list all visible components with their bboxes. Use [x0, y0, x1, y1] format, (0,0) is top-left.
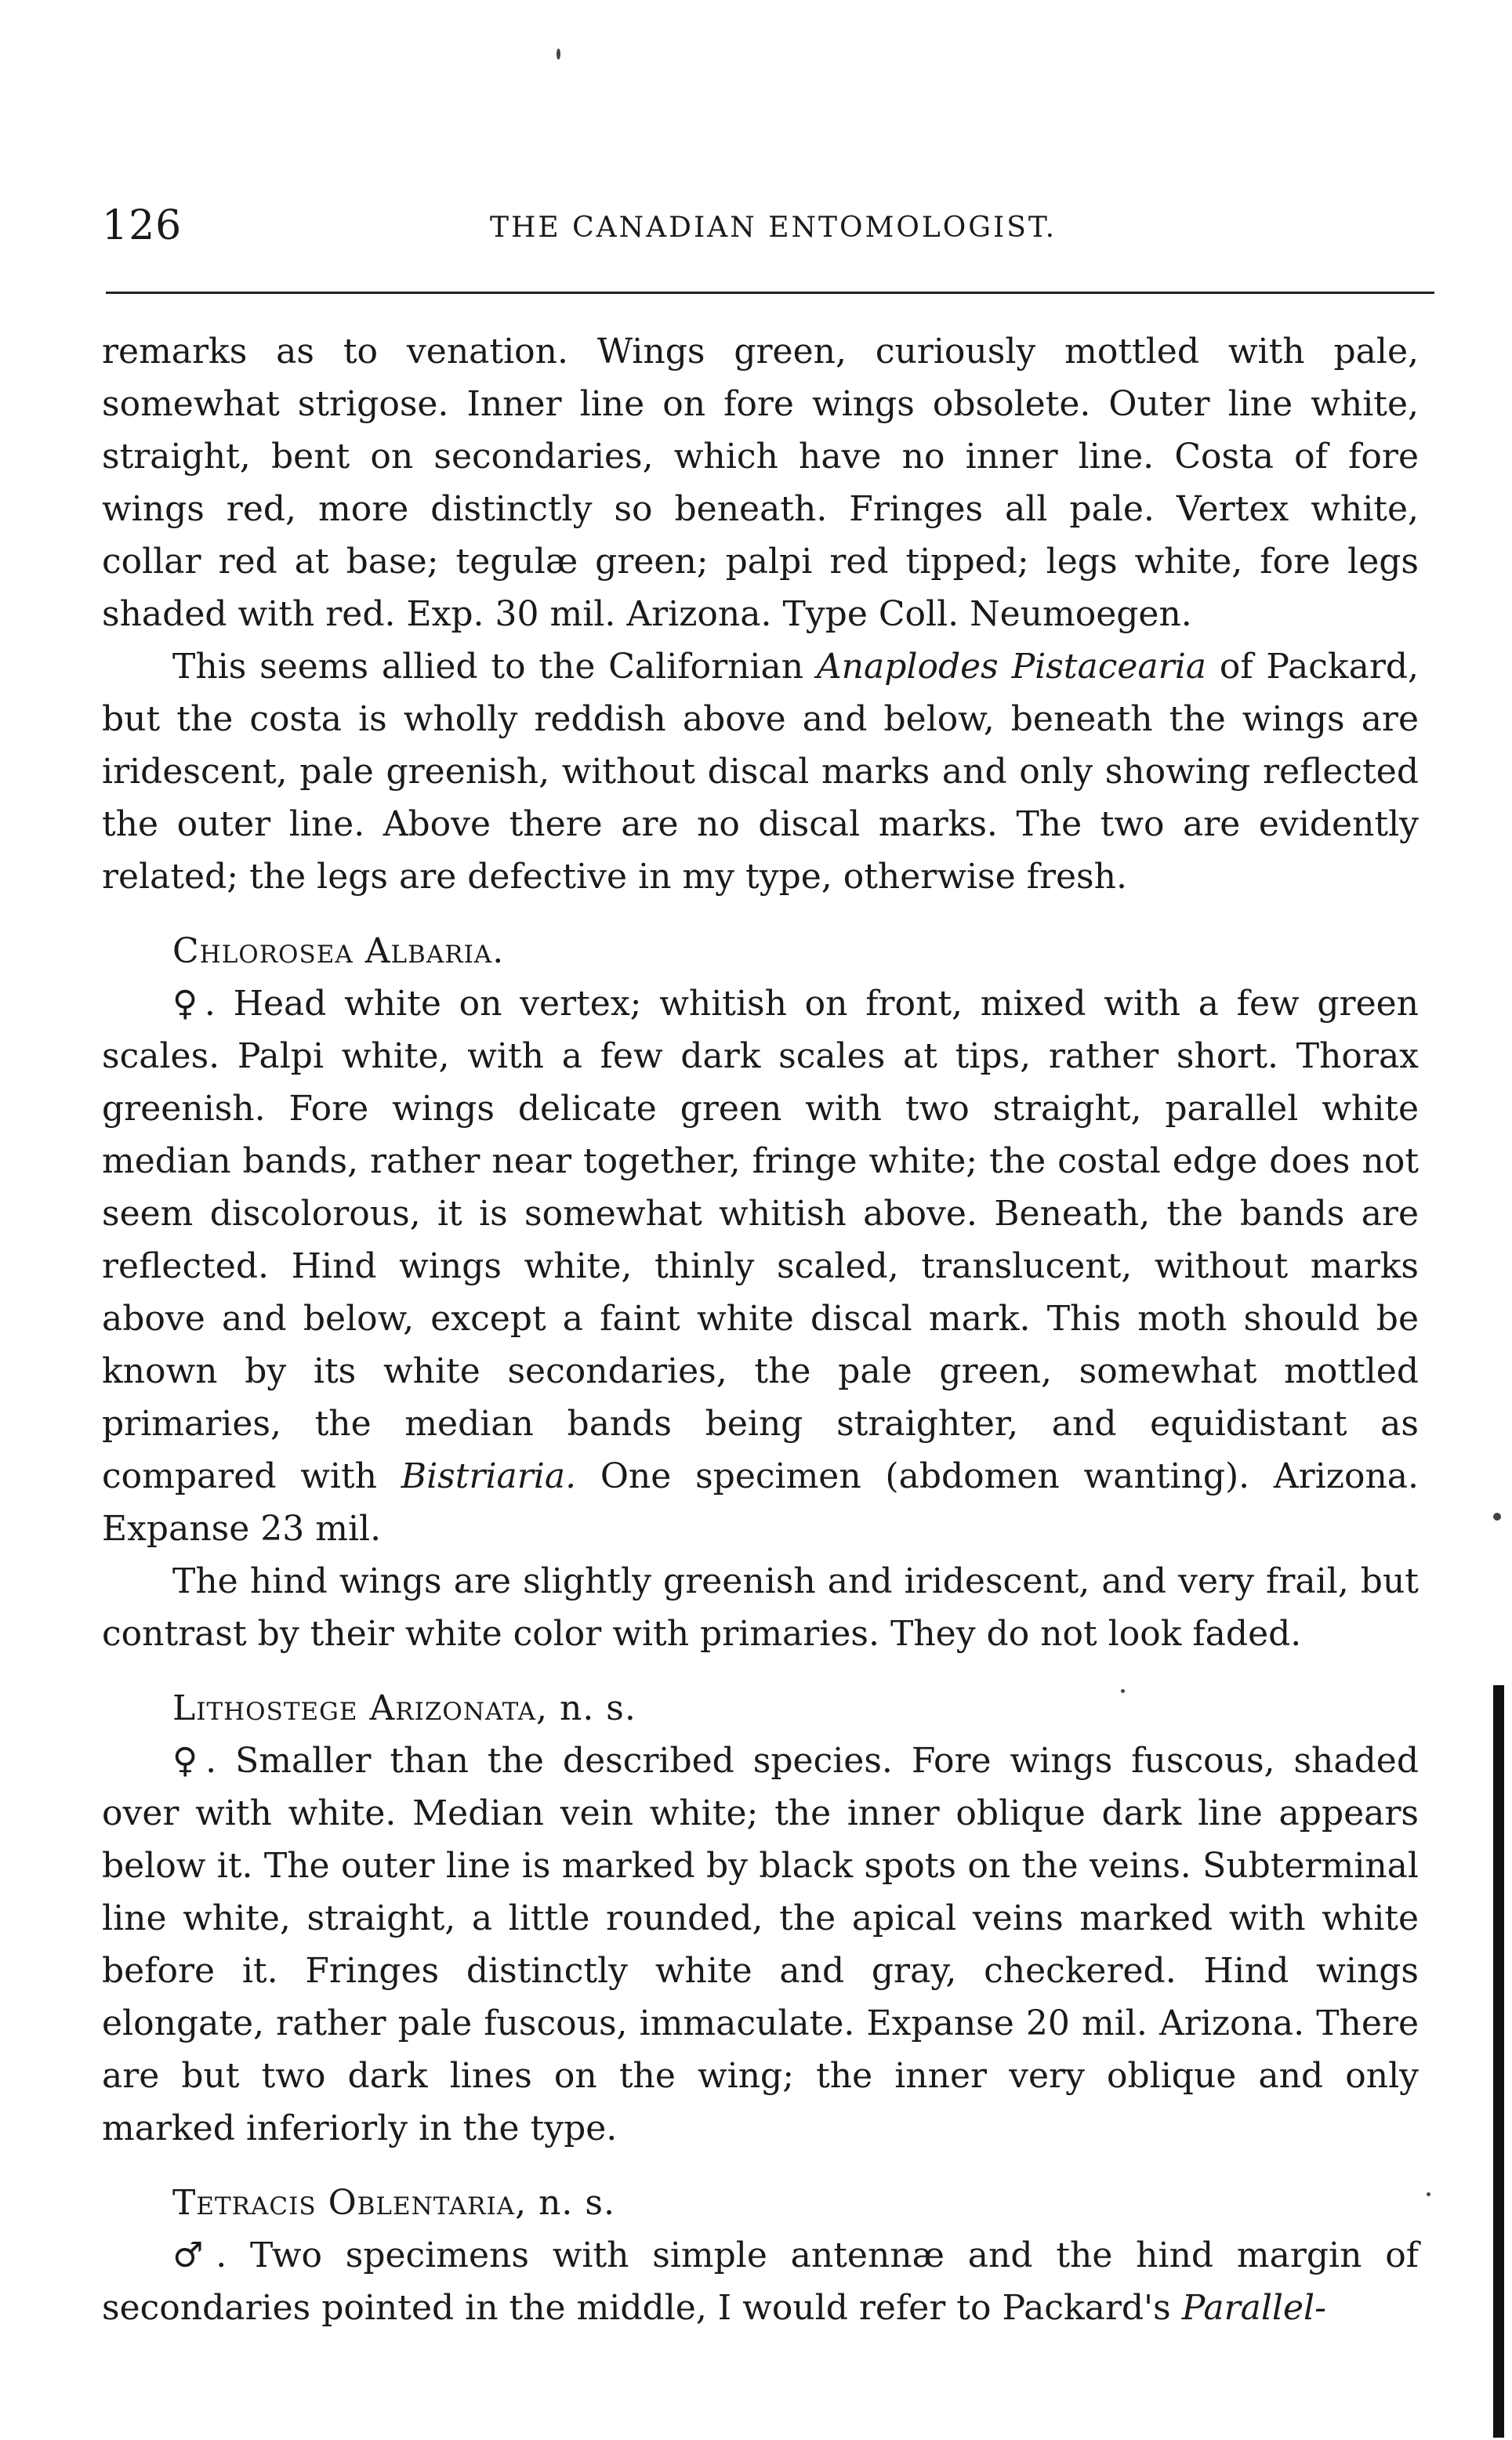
species-name-italic: Bistriaria. [401, 1456, 577, 1496]
page-number: 126 [102, 202, 183, 249]
running-title: THE CANADIAN ENTOMOLOGIST. [490, 212, 1057, 244]
scan-speck [1493, 1513, 1501, 1521]
species-heading-lithostege: Lithostege Arizonata, n. s. [172, 1688, 636, 1728]
scan-margin-shadow [1493, 1685, 1504, 2438]
female-symbol: ♀. [172, 984, 216, 1024]
species-name-italic: Parallel- [1181, 2288, 1326, 2328]
species-name-italic: Anaplodes Pistacearia [816, 647, 1207, 687]
page-header [102, 202, 1434, 257]
male-symbol: ♂. [172, 2235, 227, 2275]
scan-speck [1427, 2192, 1430, 2196]
species-heading-tetracis: Tetracis Oblentaria, n. s. [172, 2183, 615, 2223]
paragraph-lithostege-description: ♀. Smaller than the described species. Fore wings fuscous, shaded over with white. Median vein white; the inner oblique dark line appears below it. The outer line is marked by black spots on the veins. Subterminal line white, straight, a little rounded, the apical veins marked with white before it. Fringes distinctly white and gray, checkered. Hind wings elongate, rather pale fuscous, immaculate. Expanse 20 mil. Arizona. There are but two dark lines on the wing; the inner very oblique and only marked inferiorly in the type. [102, 1741, 1419, 2148]
paragraph-tetracis-description: ♂. Two specimens with simple antennæ and the hind margin of secondaries pointed in the middle, I would refer to Packard's Parallel- [102, 2235, 1419, 2328]
paragraph-comparison: This seems allied to the Californian Anaplodes Pistacearia of Packard, but the costa is wholly reddish above and below, beneath the wings are iridescent, pale greenish, without discal marks and only showing reflected the outer line. Above there are no discal marks. The two are evidently related; the legs are defective in my type, otherwise fresh. [102, 647, 1420, 897]
paragraph-venation: remarks as to venation. Wings green, curiously mottled with pale, somewhat strigose. Inner line on fore wings obsolete. Outer line white, straight, bent on secondaries, which have no inner line. Costa of fore wings red, more distinctly so beneath. Fringes all pale. Vertex white, collar red at base; tegulæ green; palpi red tipped; legs white, fore legs shaded with red. Exp. 30 mil. Arizona. Type Coll. Neumoegen. [102, 332, 1419, 634]
header-rule [106, 292, 1434, 294]
species-heading-chlorosea: Chlorosea Albaria. [172, 931, 505, 971]
scan-speck [557, 49, 560, 60]
body-text [102, 325, 1419, 2334]
scan-speck [1121, 1689, 1125, 1693]
paragraph-chlorosea-description: ♀. Head white on vertex; whitish on front, mixed with a few green scales. Palpi white, with a few dark scales at tips, rather short. Thorax greenish. Fore wings delicate green with two straight, parallel white median bands, rather near together, fringe white; the costal edge does not seem discolorous, it is somewhat whitish above. Beneath, the bands are reflected. Hind wings white, thinly scaled, translucent, without marks above and below, except a faint white discal mark. This moth should be known by its white secondaries, the pale green, somewhat mottled primaries, the median bands being straighter, and equidistant as compared with Bistriaria. One specimen (abdomen wanting). Arizona. Expanse 23 mil. [102, 984, 1420, 1549]
female-symbol: ♀. [172, 1741, 217, 1781]
paragraph-chlorosea-note: The hind wings are slightly greenish and iridescent, and very frail, but contrast by their white color with primaries. They do not look faded. [102, 1561, 1419, 1654]
